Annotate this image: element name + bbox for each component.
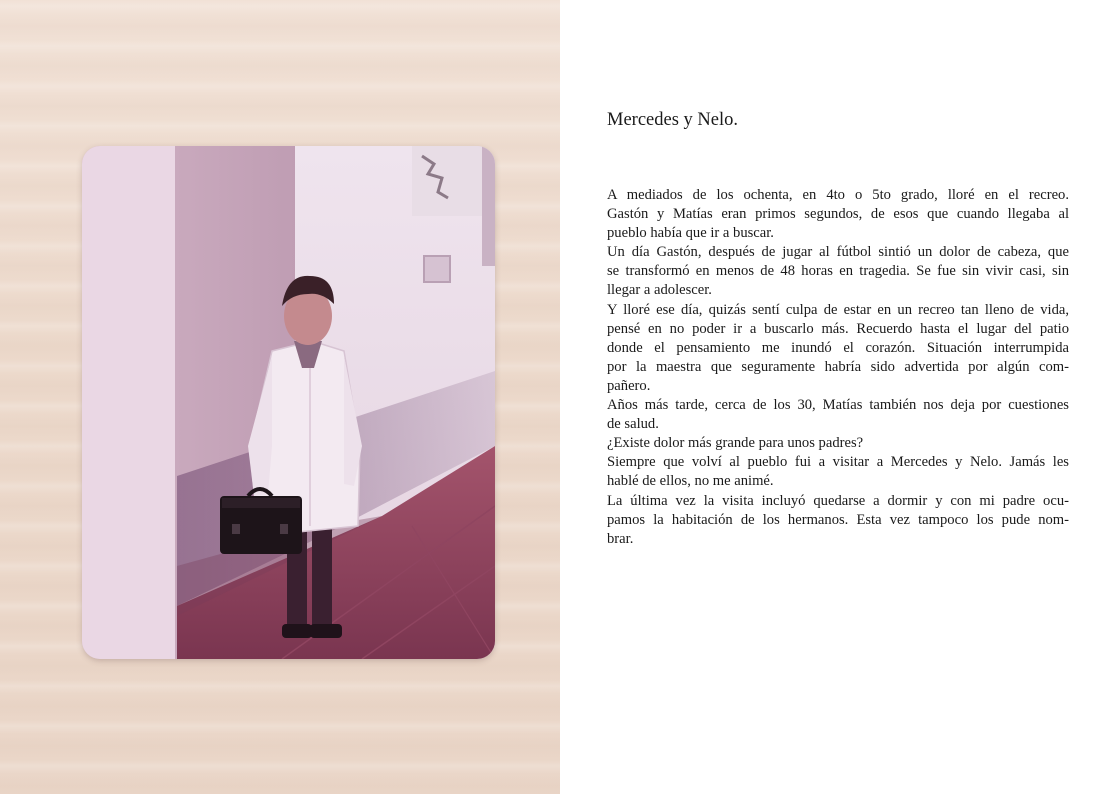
text-line: hablé de ellos, no me animé.: [607, 473, 774, 490]
text-line: Un día Gastón, después de jugar al fútbol sintió un dolor de cabeza, que: [607, 244, 1069, 261]
text-line: Y lloré ese día, quizás sentí culpa de estar en un recreo tan lleno de vida,: [607, 301, 1069, 318]
text-line: por la maestra que seguramente habría sido advertida por algún com-: [607, 358, 1069, 375]
photo-image: [82, 146, 495, 659]
text-line: donde el pensamiento me inundó el corazón. Situación interrumpida: [607, 339, 1069, 356]
text-line: se transformó en menos de 48 horas en tragedia. Se fue sin vivir casi, sin: [607, 263, 1069, 280]
vintage-photograph: [82, 146, 495, 659]
text-line: Gastón y Matías eran primos segundos, de esos que cuando llegaba al: [607, 206, 1069, 223]
text-line: La última vez la visita incluyó quedarse a dormir y con mi padre ocu-: [607, 492, 1069, 509]
text-line: brar.: [607, 530, 634, 547]
text-line: Siempre que volví al pueblo fui a visitar a Mercedes y Nelo. Jamás les: [607, 454, 1069, 471]
text-line: A mediados de los ochenta, en 4to o 5to grado, lloré en el recreo.: [607, 187, 1069, 203]
text-panel: [560, 0, 1119, 794]
text-line: Años más tarde, cerca de los 30, Matías también nos deja por cuestiones: [607, 397, 1069, 414]
text-line: pueblo había que ir a buscar.: [607, 225, 774, 242]
text-line: pañero.: [607, 377, 651, 394]
text-line: ¿Existe dolor más grande para unos padres?: [607, 435, 864, 452]
story-text: [607, 186, 1069, 549]
page-title: Mercedes y Nelo.: [607, 110, 738, 130]
text-line: pensé en no poder ir a buscarlo más. Recuerdo hasta el lugar del patio: [607, 320, 1069, 337]
text-line: pamos la habitación de los hermanos. Esta vez tampoco los pude nom-: [607, 511, 1069, 528]
text-line: de salud.: [607, 416, 659, 433]
text-line: llegar a adolescer.: [607, 282, 712, 299]
